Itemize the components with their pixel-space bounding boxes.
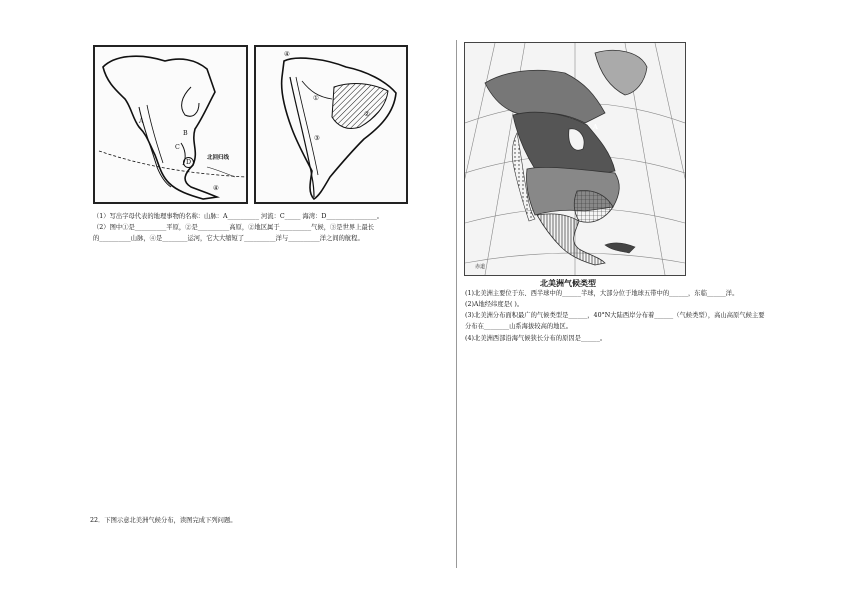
climate-question-4: (4)北美洲西部沿海气候狭长分布的原因是______。 xyxy=(465,335,607,342)
climate-map-title: 北美洲气候类型 xyxy=(540,279,596,288)
label-equator-caption: 赤道 xyxy=(475,264,486,270)
north-america-outline xyxy=(95,47,246,202)
label-sa-3: ③ xyxy=(314,135,320,142)
question-2-line-2: 的__________山脉，④是________运河，它大大缩短了__________洋与__________洋之间的航程。 xyxy=(93,235,364,242)
question-22-intro: 22．下图示意北美洲气候分布，读图完成下列问题。 xyxy=(90,517,237,524)
question-1: （1）写出字母代表的地理事物的名称：山脉：A__________ 河流：C_____ 海湾：D________________。 xyxy=(93,213,384,220)
label-a: A xyxy=(139,118,144,125)
label-b: B xyxy=(183,130,188,137)
climate-question-2: (2)A地经纬度是( )。 xyxy=(465,301,524,308)
label-sa-4: ④ xyxy=(284,51,290,58)
north-america-map xyxy=(93,45,248,204)
climate-question-1: (1)北美洲主要位于东、西半球中的______半球，大部分位于地球五带中的______，东临______洋。 xyxy=(465,290,739,297)
label-sa-1: ① xyxy=(313,95,319,102)
south-america-map xyxy=(254,45,408,204)
climate-map-graphic xyxy=(465,43,685,275)
label-d: D xyxy=(183,157,194,168)
column-divider xyxy=(456,40,457,568)
climate-question-3-line-2: 分布在________山系海拔较高的地区。 xyxy=(465,323,573,330)
label-sa-2: ② xyxy=(364,111,370,118)
label-canal-4: ④ xyxy=(213,185,219,192)
label-point-a: A xyxy=(593,124,598,131)
label-tropic: 北回归线 xyxy=(207,155,230,161)
south-america-outline xyxy=(256,47,406,202)
climate-map xyxy=(464,42,686,276)
question-2-line-1: （2）图中①是__________平原，②是__________高原，②地区属于__________气候，③是世界上最长 xyxy=(93,224,375,231)
label-c: C xyxy=(175,144,180,151)
climate-question-3-line-1: (3)北美洲分布面积最广的气候类型是______，40°N大陆西岸分布着______（气候类型），高山高原气候主要 xyxy=(465,312,765,319)
